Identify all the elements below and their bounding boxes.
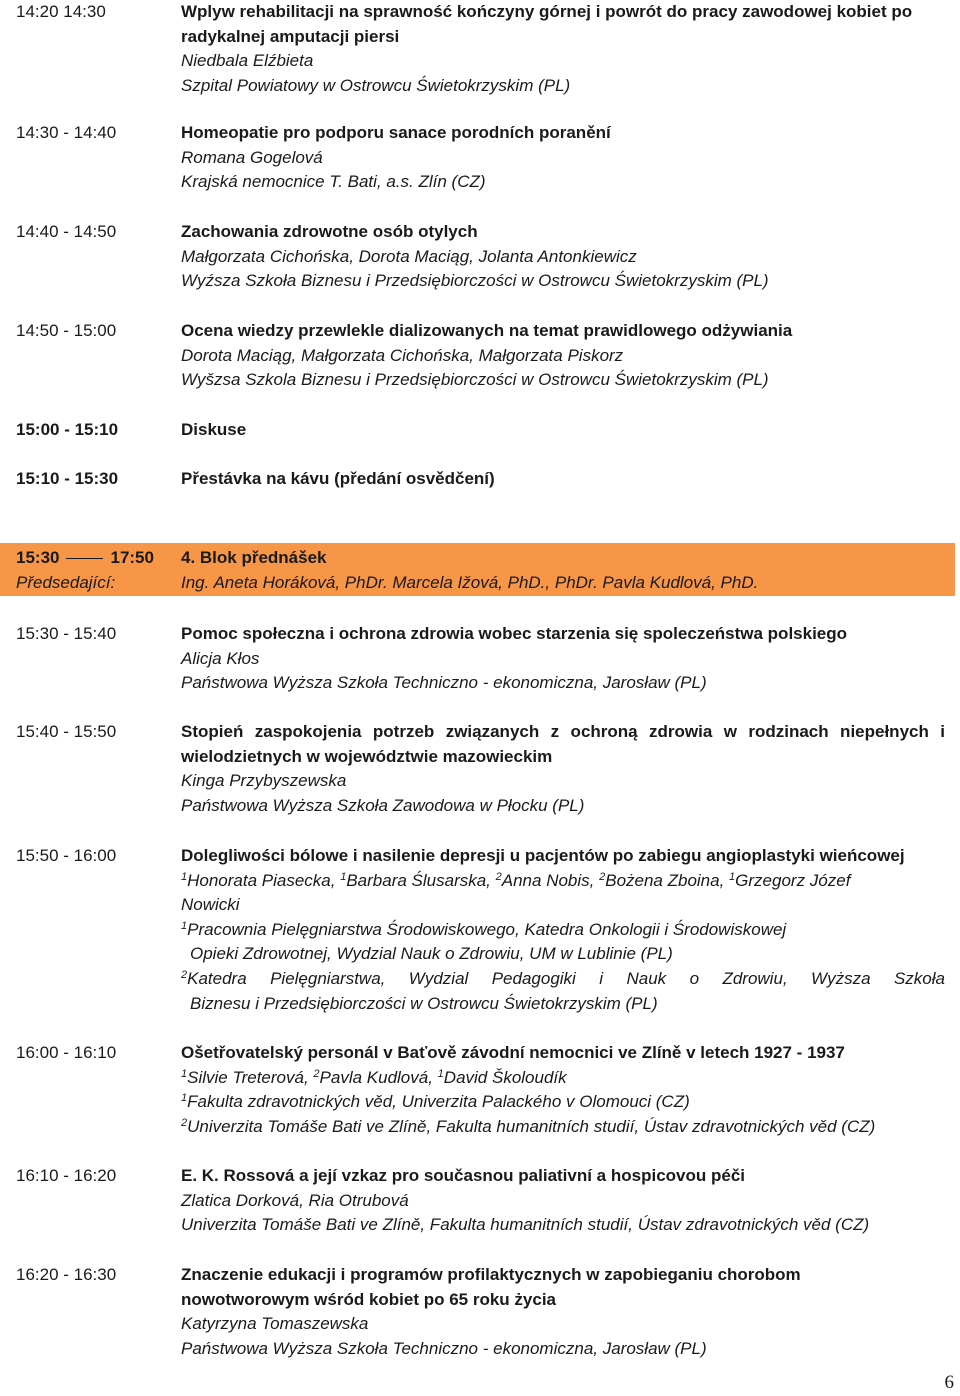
entry-affiliation-cont: Opieki Zdrowotnej, Wydzial Nauk o Zdrowiu, UM w Lublinie (PL) <box>190 944 673 964</box>
entry-authors <box>181 869 945 894</box>
block-time <box>16 545 154 595</box>
text-segment: Katedra Pielęgniarstwa, Wydzial Pedagogiki i Nauk o Zdrowiu, Wyższa Szkoła <box>187 968 945 988</box>
entry-title: Diskuse <box>181 420 247 439</box>
entry-time: 16:00 - 16:10 <box>16 1043 117 1062</box>
entry-affiliation: Państwowa Wyższa Szkoła Techniczno - ekonomiczna, Jarosław (PL) <box>181 673 707 693</box>
superscript-index: 1 <box>181 870 188 883</box>
entry-authors: Alicja Kłos <box>181 648 260 668</box>
superscript-index: 1 <box>437 1067 444 1080</box>
entry-affiliation: Wyźsza Szkoła Biznesu i Przedsiębiorczości w Ostrowcu Świetokrzyskim (PL) <box>181 271 769 291</box>
author <box>438 1068 567 1087</box>
entry-affiliation: Państwowa Wyższa Szkoła Zawodowa w Płocku (PL) <box>181 795 585 815</box>
superscript-index: 1 <box>181 1067 188 1080</box>
entry-title: Homeopatie pro podporu sanace porodních poranění <box>181 123 611 142</box>
entry-body <box>181 1263 945 1361</box>
text-segment: Fakulta zdravotnických věd, Univerzita Palackého v Olomouci (CZ) <box>187 1092 690 1112</box>
entry-title: Dolegliwości bólowe i nasilenie depresji u pacjentów po zabiegu angioplastyki wieńcowej <box>181 846 905 865</box>
entry-authors <box>181 1066 945 1091</box>
text-segment: Pavla Kudlová, <box>319 1067 438 1087</box>
entry-title-cont: nowotworowym wśród kobiet po 65 roku życia <box>181 1289 557 1309</box>
text-segment: Honorata Piasecka, <box>187 870 341 890</box>
entry-affiliation: Szpital Powiatowy w Ostrowcu Świetokrzyskim (PL) <box>181 75 571 95</box>
entry-title: Ocena wiedzy przewlekle dializowanych na temat prawidlowego odżywiania <box>181 321 793 340</box>
session-block-header <box>0 543 955 596</box>
superscript-index: 2 <box>313 1067 320 1080</box>
entry-title: Zachowania zdrowotne osób otylych <box>181 222 478 241</box>
entry-body <box>181 622 945 696</box>
entry-title: E. K. Rossová a její vzkaz pro současnou paliativní a hospicovou péči <box>181 1166 745 1185</box>
entry-title: Ošetřovatelský personál v Baťově závodní nemocnici ve Zlíně v letech 1927 - 1937 <box>181 1043 845 1062</box>
block-title: 4. Blok přednášek <box>181 548 327 567</box>
entry-time: 15:30 - 15:40 <box>16 624 117 643</box>
entry-time: 14:50 - 15:00 <box>16 321 117 340</box>
superscript-index: 2 <box>495 870 502 883</box>
entry-time: 15:50 - 16:00 <box>16 846 117 865</box>
superscript-index: 2 <box>181 968 188 981</box>
text-segment: Grzegorz Józef <box>735 870 851 890</box>
entry-authors-cont: Nowicki <box>181 895 240 915</box>
entry-affiliation <box>181 918 945 943</box>
text-segment: Univerzita Tomáše Bati ve Zlíně, Fakulta humanitních studií, Ústav zdravotnických věd (CZ) <box>187 1116 876 1136</box>
block-chairs: Ing. Aneta Horáková, PhDr. Marcela Ižová, PhD., PhDr. Pavla Kudlová, PhD. <box>181 573 759 592</box>
entry-body <box>181 0 945 98</box>
author <box>181 1068 313 1087</box>
entry-affiliation <box>181 1090 945 1115</box>
entry-affiliation: Krajská nemocnice T. Bati, a.s. Zlín (CZ) <box>181 172 486 192</box>
text-segment: Barbara Ślusarska, <box>346 870 496 890</box>
block-time-start: 15:30 <box>16 548 60 567</box>
entry-affiliation: Państwowa Wyższa Szkoła Techniczno - ekonomiczna, Jarosław (PL) <box>181 1338 707 1358</box>
author <box>599 871 729 890</box>
author <box>340 871 495 890</box>
entry-body <box>181 844 945 1016</box>
text-segment: Anna Nobis, <box>501 870 600 890</box>
text-segment: David Školoudík <box>443 1067 567 1087</box>
block-time-range <box>16 545 154 570</box>
entry-title: Stopień zaspokojenia potrzeb związanych z ochroną zdrowia w rodzinach niepełnych i wielodzietnych w województwie mazowieckim <box>181 722 945 766</box>
entry-body <box>181 467 945 492</box>
superscript-index: 1 <box>729 870 736 883</box>
entry-time: 15:00 - 15:10 <box>16 420 119 439</box>
page-number: 6 <box>944 1372 954 1393</box>
entry-time: 15:10 - 15:30 <box>16 469 119 488</box>
text-segment: Silvie Treterová, <box>187 1067 314 1087</box>
entry-time: 14:20 14:30 <box>16 2 106 21</box>
entry-title: Přestávka na kávu (předání osvědčení) <box>181 469 495 488</box>
entry-body <box>181 418 945 443</box>
entry-title: Znaczenie edukacji i programów profilaktycznych w zapobieganiu chorobom <box>181 1265 801 1284</box>
entry-affiliation: Wyšzsa Szkola Biznesu i Przedsiębiorczości w Ostrowcu Świetokrzyskim (PL) <box>181 370 769 390</box>
entry-affiliation: Univerzita Tomáše Bati ve Zlíně, Fakulta humanitních studií, Ústav zdravotnických věd (CZ) <box>181 1215 870 1235</box>
block-body <box>181 545 951 595</box>
entry-body <box>181 720 945 818</box>
entry-authors: Dorota Maciąg, Małgorzata Cichońska, Małgorzata Piskorz <box>181 345 624 365</box>
entry-body <box>181 220 945 294</box>
author <box>313 1068 437 1087</box>
superscript-index: 1 <box>181 919 188 932</box>
author <box>729 871 850 890</box>
entry-authors: Kinga Przybyszewska <box>181 771 347 791</box>
entry-title: Pomoc społeczna i ochrona zdrowia wobec starzenia się spoleczeństwa polskiego <box>181 624 848 643</box>
block-time-end: 17:50 <box>110 548 154 567</box>
entry-authors: Niedbala Elźbieta <box>181 51 314 71</box>
entry-time: 16:20 - 16:30 <box>16 1265 117 1284</box>
superscript-index: 2 <box>599 870 606 883</box>
superscript-index: 2 <box>181 1116 188 1129</box>
entry-affiliation <box>181 1115 945 1140</box>
entry-title: Wplyw rehabilitacji na sprawność kończyny górnej i powrót do pracy zawodowej kobiet po radykalnej amputacji piersi <box>181 2 913 46</box>
superscript-index: 1 <box>181 1092 188 1105</box>
entry-body <box>181 1164 945 1238</box>
entry-authors: Małgorzata Cichońska, Dorota Maciąg, Jolanta Antonkiewicz <box>181 246 637 266</box>
entry-time: 14:40 - 14:50 <box>16 222 117 241</box>
text-segment: Pracownia Pielęgniarstwa Środowiskowego, Katedra Onkologii i Środowiskowej <box>187 919 787 939</box>
entry-body <box>181 319 945 393</box>
superscript-index: 1 <box>340 870 347 883</box>
entry-time: 14:30 - 14:40 <box>16 123 117 142</box>
text-segment: Bożena Zboina, <box>605 870 730 890</box>
entry-body <box>181 1041 945 1139</box>
entry-authors: Romana Gogelová <box>181 147 323 167</box>
entry-authors: Katyrzyna Tomaszewska <box>181 1314 369 1334</box>
time-dash <box>66 558 103 560</box>
entry-authors: Zlatica Dorková, Ria Otrubová <box>181 1190 409 1210</box>
entry-time: 15:40 - 15:50 <box>16 722 117 741</box>
entry-body <box>181 121 945 195</box>
entry-time: 16:10 - 16:20 <box>16 1166 117 1185</box>
author <box>496 871 599 890</box>
author <box>181 871 340 890</box>
entry-affiliation <box>181 967 945 992</box>
block-chair-label: Předsedající: <box>16 573 116 592</box>
entry-affiliation-cont: Biznesu i Przedsiębiorczości w Ostrowcu Świetokrzyskim (PL) <box>190 993 658 1013</box>
